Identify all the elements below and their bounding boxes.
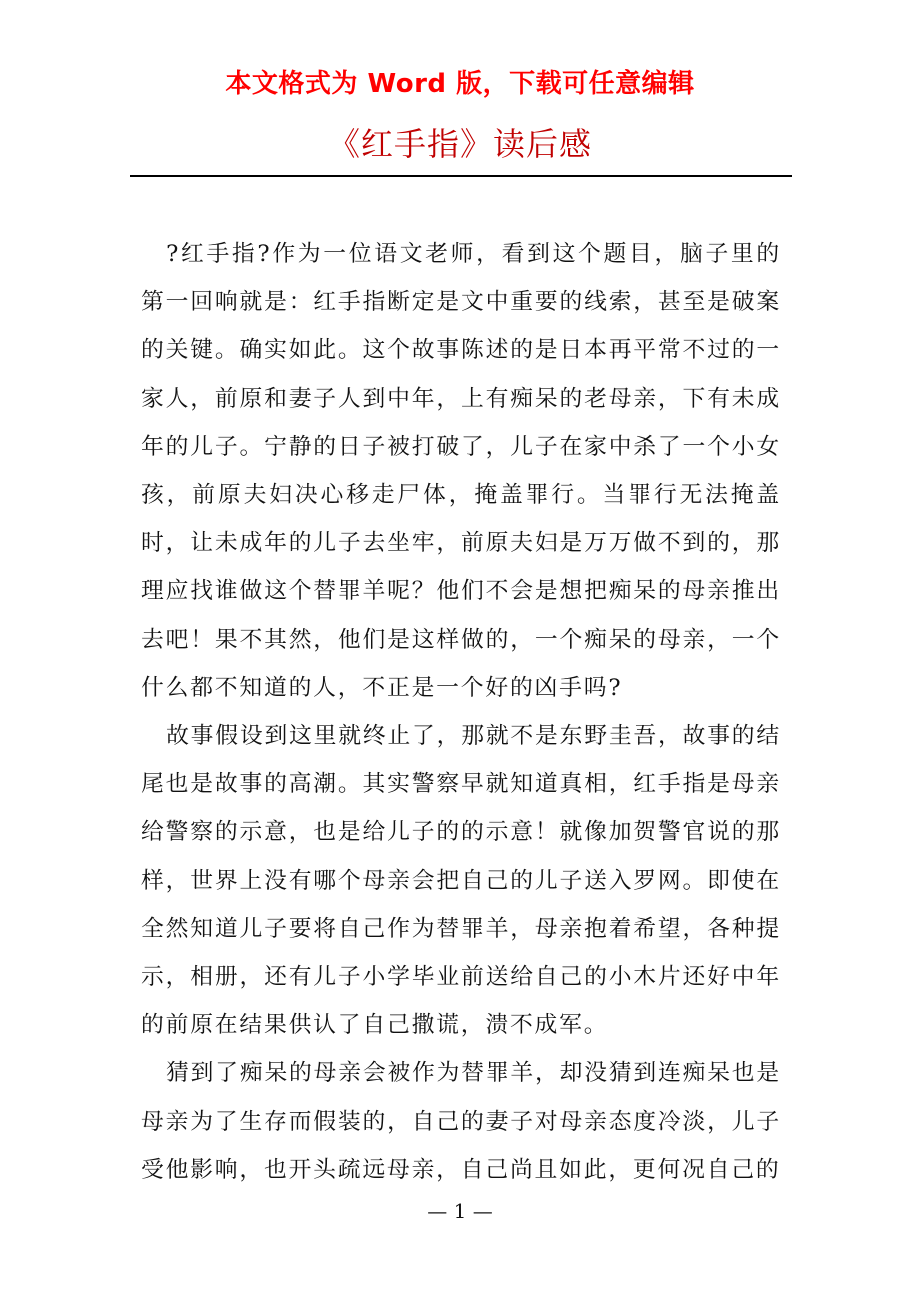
document-body bbox=[141, 230, 781, 1194]
title-divider bbox=[130, 175, 792, 177]
document-title: 《红手指》读后感 bbox=[327, 125, 592, 163]
paragraph-1: ?红手指?作为一位语文老师，看到这个题目，脑子里的第一回响就是：红手指断定是文中重要的线索，甚至是破案的关键。确实如此。这个故事陈述的是日本再平常不过的一家人，前原和妻子人到中年，上有痴呆的老母亲，下有未成年的儿子。宁静的日子被打破了，儿子在家中杀了一个小女孩，前原夫妇决心移走尸体，掩盖罪行。当罪行无法掩盖时，让未成年的儿子去坐牢，前原夫妇是万万做不到的，那理应找谁做这个替罪羊呢？他们不会是想把痴呆的母亲推出去吧！果不其然，他们是这样做的，一个痴呆的母亲，一个什么都不知道的人，不正是一个好的凶手吗? bbox=[141, 241, 781, 701]
page-number: — 1 — bbox=[427, 1199, 493, 1223]
format-notice: 本文格式为 Word 版，下载可任意编辑 bbox=[225, 69, 695, 99]
paragraph-2: 故事假设到这里就终止了，那就不是东野圭吾，故事的结尾也是故事的高潮。其实警察早就知道真相，红手指是母亲给警察的示意，也是给儿子的的示意！就像加贺警官说的那样，世界上没有哪个母亲会把自己的儿子送入罗网。即使在全然知道儿子要将自己作为替罪羊，母亲抱着希望，各种提示，相册，还有儿子小学毕业前送给自己的小木片还好中年的前原在结果供认了自己撒谎，溃不成军。 bbox=[141, 723, 781, 1039]
paragraph-3: 猜到了痴呆的母亲会被作为替罪羊，却没猜到连痴呆也是母亲为了生存而假装的，自己的妻子对母亲态度冷淡，儿子受他影响，也开头疏远母亲，自己尚且如此，更何况自己的 bbox=[141, 1060, 781, 1183]
